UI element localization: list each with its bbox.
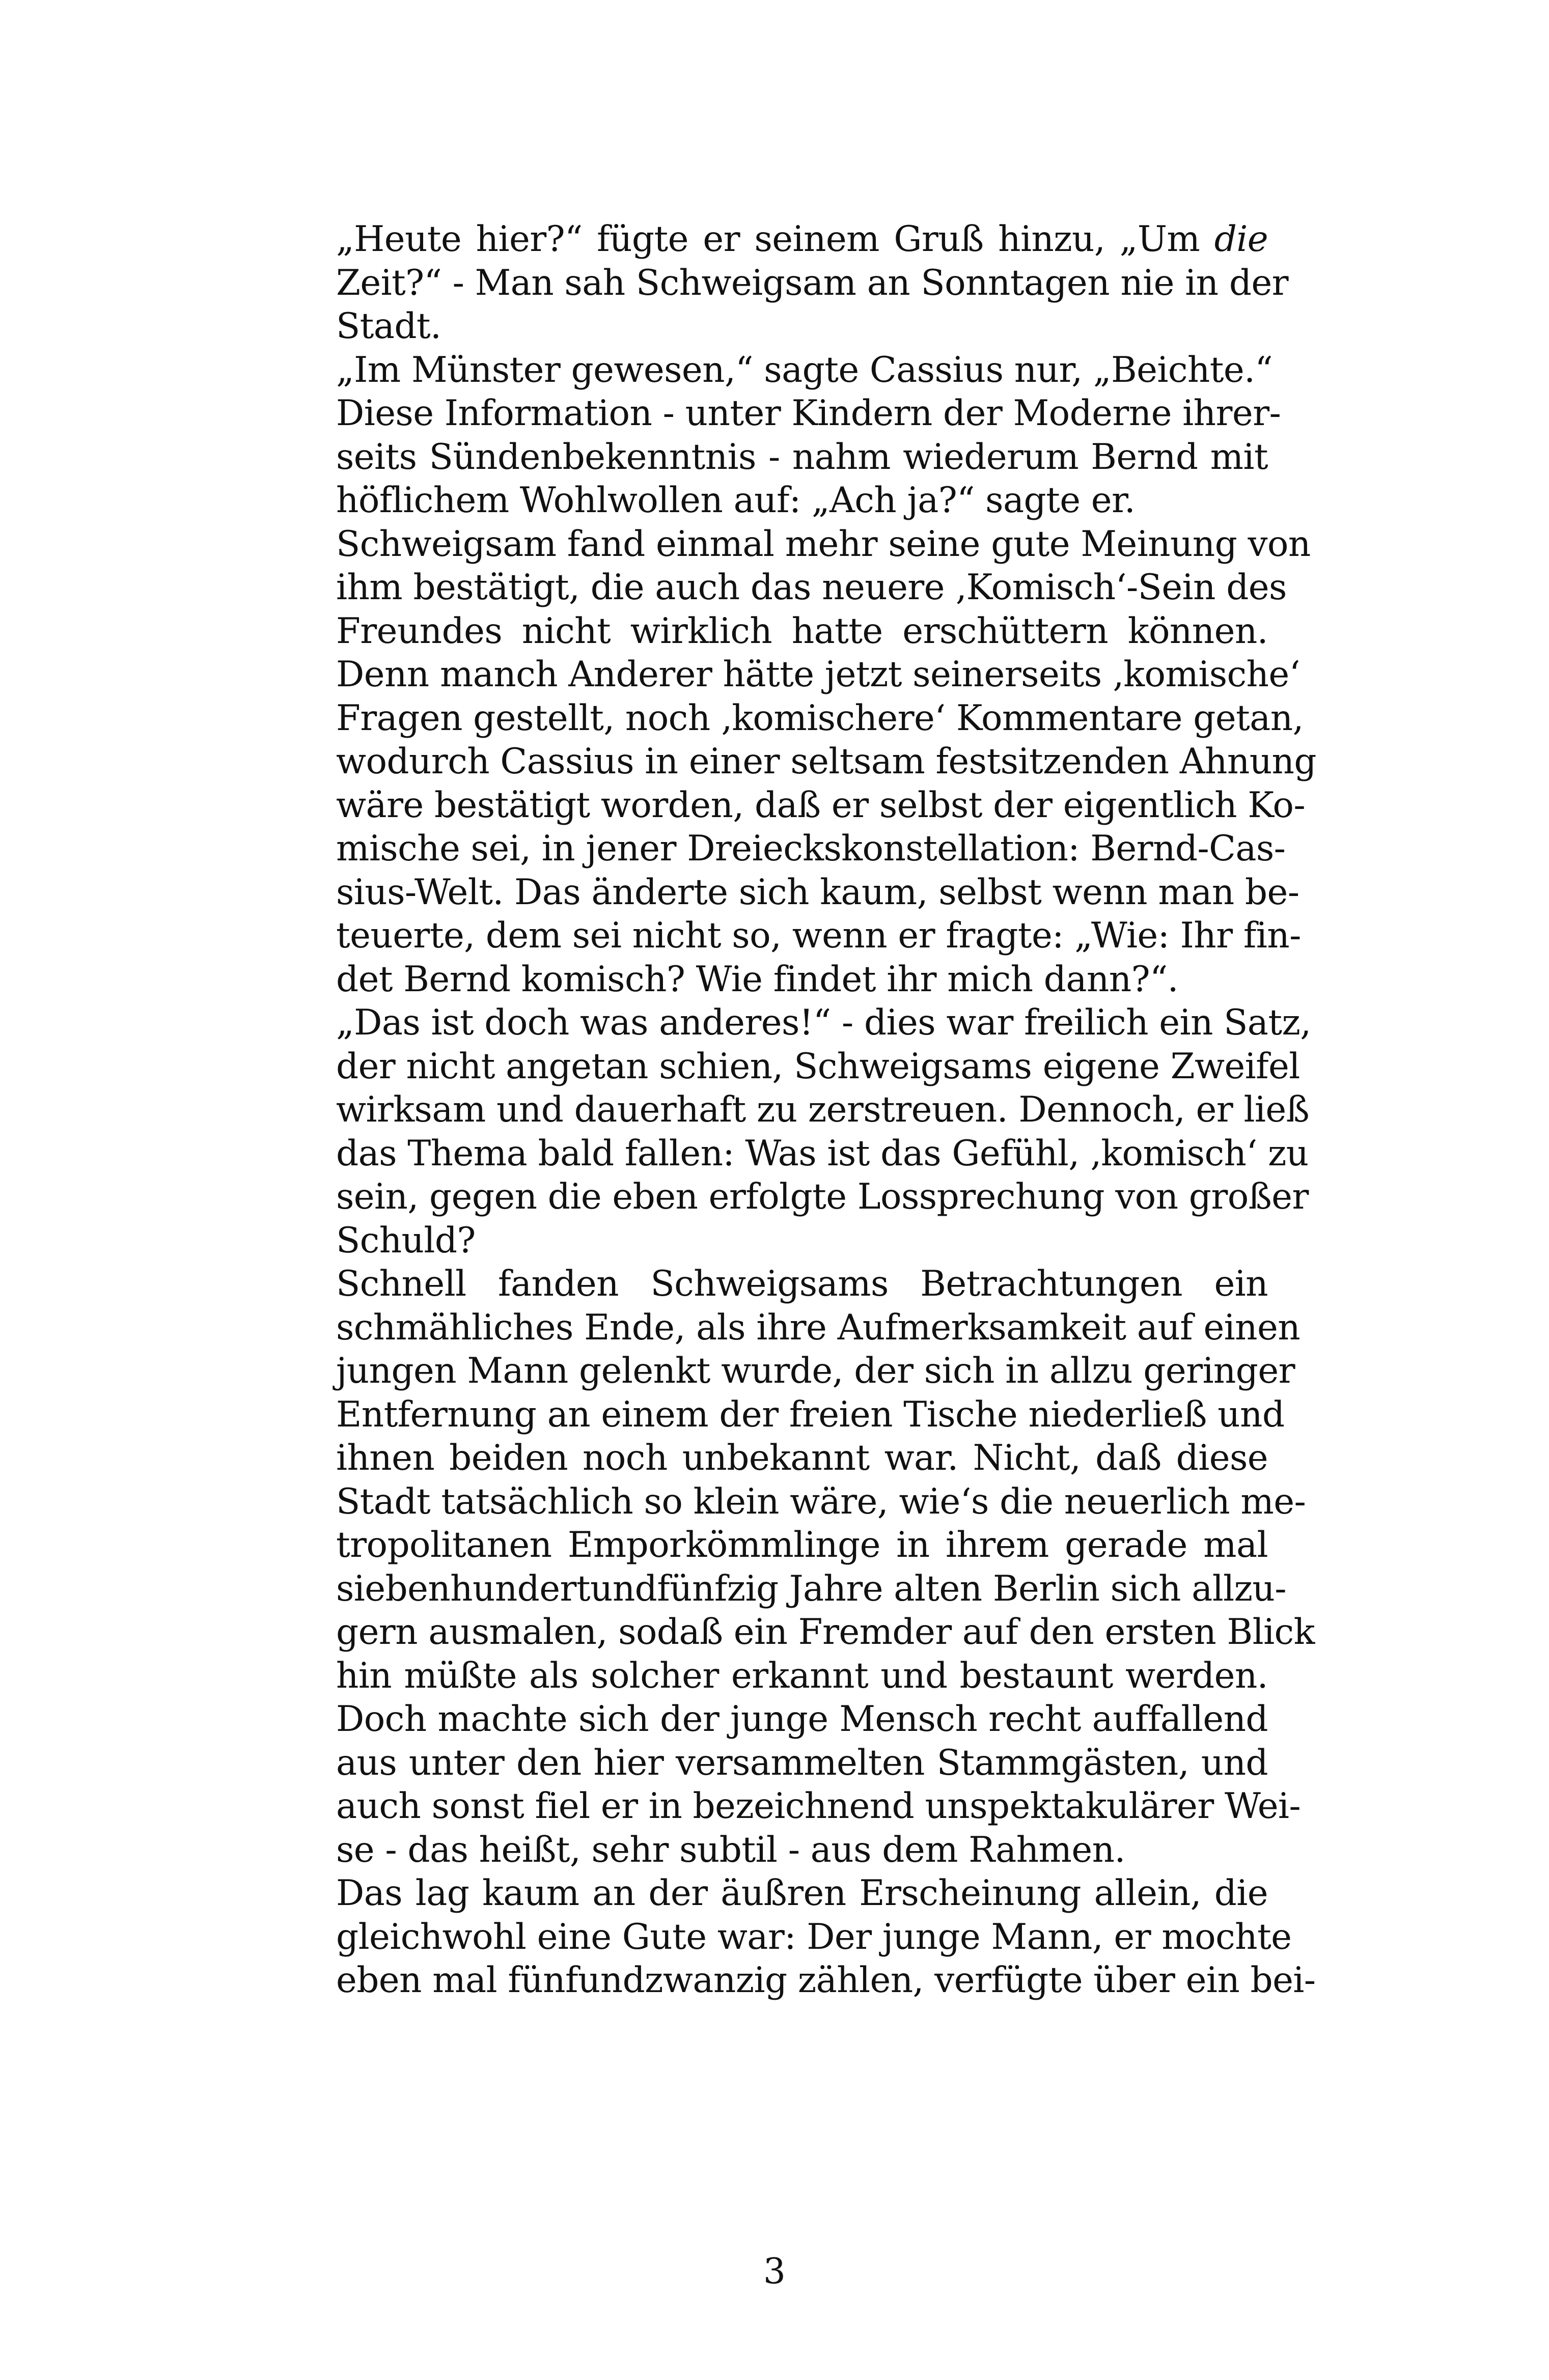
text-line: seits Sündenbekenntnis - nahm wiederum Bernd mit	[336, 436, 1268, 478]
text-line: sius-Welt. Das änderte sich kaum, selbst wenn man be-	[336, 872, 1299, 913]
text-line: wäre bestätigt worden, daß er selbst der eigentlich Ko-	[336, 785, 1306, 826]
text-line: wirksam und dauerhaft zu zerstreuen. Dennoch, er ließ	[336, 1089, 1310, 1130]
text-line: Stadt.	[336, 306, 441, 347]
text-line: Fragen gestellt, noch ‚komischere‘ Kommentare getan,	[336, 697, 1304, 739]
text-line: „Im Münster gewesen,“ sagte Cassius nur, „Beichte.“	[336, 349, 1273, 390]
text-line: hin müßte als solcher erkannt und bestaunt werden.	[336, 1655, 1268, 1696]
text-line: auch sonst fiel er in bezeichnend unspektakulärer Wei-	[336, 1786, 1301, 1827]
text-line: gleichwohl eine Gute war: Der junge Mann, er mochte	[336, 1916, 1292, 1957]
text-line: Das lag kaum an der äußren Erscheinung allein, die	[336, 1873, 1268, 1914]
text-line: „Das ist doch was anderes!“ - dies war freilich ein Satz,	[336, 1002, 1311, 1043]
text-line: Schuld?	[336, 1220, 476, 1261]
text-line: Freundes nicht wirklich hatte erschüttern können.	[336, 610, 1268, 652]
text-line: höflichem Wohlwollen auf: „Ach ja?“ sagte er.	[336, 480, 1136, 521]
text-line: schmähliches Ende, als ihre Aufmerksamkeit auf einen	[336, 1307, 1301, 1348]
text-line: aus unter den hier versammelten Stammgästen, und	[336, 1742, 1268, 1783]
text-line: Schweigsam fand einmal mehr seine gute Meinung von	[336, 523, 1311, 565]
text-line: ihm bestätigt, die auch das neuere ‚Komisch‘-Sein des	[336, 567, 1287, 608]
page-number: 3	[763, 2251, 786, 2292]
body-text	[336, 218, 1316, 2003]
text-line: siebenhundertundfünfzig Jahre alten Berlin sich allzu-	[336, 1568, 1286, 1609]
text-line: „Heute hier?“ fügte er seinem Gruß hinzu, „Um die	[336, 219, 1268, 260]
text-line: das Thema bald fallen: Was ist das Gefühl, ‚komisch‘ zu	[336, 1133, 1309, 1174]
text-line: Stadt tatsächlich so klein wäre, wie‘s die neuerlich me-	[336, 1481, 1306, 1522]
text-line: tropolitanen Emporkömmlinge in ihrem gerade mal	[336, 1525, 1268, 1565]
text-line: wodurch Cassius in einer seltsam festsitzenden Ahnung	[336, 741, 1316, 782]
text-line: gern ausmalen, sodaß ein Fremder auf den ersten Blick	[336, 1612, 1315, 1653]
text-line: jungen Mann gelenkt wurde, der sich in allzu geringer	[336, 1351, 1295, 1391]
text-line: der nicht angetan schien, Schweigsams eigene Zweifel	[336, 1046, 1300, 1087]
text-line: ihnen beiden noch unbekannt war. Nicht, daß diese	[336, 1438, 1268, 1478]
emphasis: die	[1214, 219, 1268, 260]
text-line: Schnell fanden Schweigsams Betrachtungen ein	[336, 1264, 1268, 1304]
text-line: eben mal fünfundzwanzig zählen, verfügte über ein bei-	[336, 1960, 1316, 2001]
text-line: Denn manch Anderer hätte jetzt seinerseits ‚komische‘	[336, 654, 1300, 695]
text-line: Doch machte sich der junge Mensch recht auffallend	[336, 1699, 1268, 1740]
text-line: sein, gegen die eben erfolgte Lossprechung von großer	[336, 1177, 1309, 1217]
text-line: Zeit?“ - Man sah Schweigsam an Sonntagen nie in der	[336, 262, 1289, 303]
text-line: se - das heißt, sehr subtil - aus dem Rahmen.	[336, 1829, 1125, 1870]
text-line: Diese Information - unter Kindern der Moderne ihrer-	[336, 393, 1281, 434]
text-line: det Bernd komisch? Wie findet ihr mich dann?“.	[336, 959, 1178, 1000]
text-line: mische sei, in jener Dreieckskonstellation: Bernd-Cas-	[336, 828, 1286, 869]
text-line: Entfernung an einem der freien Tische niederließ und	[336, 1394, 1285, 1435]
text-line: teuerte, dem sei nicht so, wenn er fragte: „Wie: Ihr fin-	[336, 915, 1301, 956]
